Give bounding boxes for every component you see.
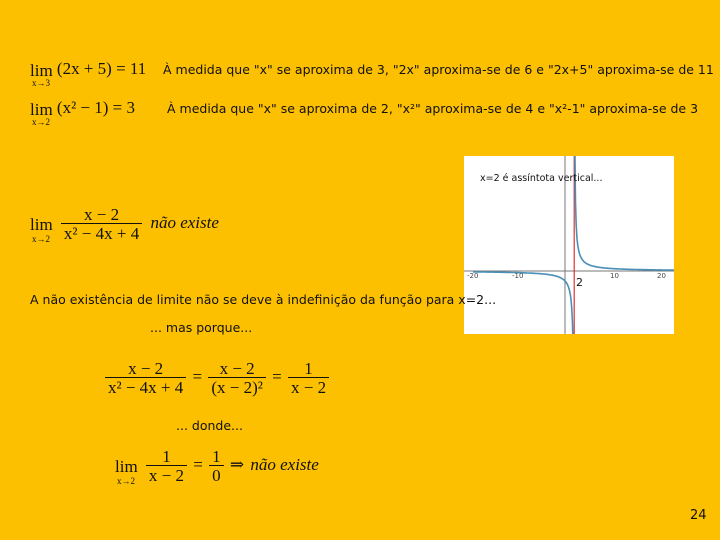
simplification-fraction-1 [105,360,186,396]
x-tick-20: 20 [657,272,666,280]
limit-1-expression: (2x + 5) = 11 [56,59,147,78]
final-fraction-2-numerator: 1 [212,447,221,466]
fraction-2-numerator: x − 2 [219,359,255,378]
simplification-fraction-2 [208,360,266,396]
final-result: não existe [250,454,319,474]
final-equals-sign: = [193,454,203,474]
equals-sign-2: = [272,366,282,386]
limit-2-note: À medida que "x" se aproxima de 2, "x²" aproxima-se de 4 e "x²-1" aproxima-se de 3 [167,101,699,116]
simplification-chain [105,360,329,396]
x-tick-minus-10: -10 [512,272,524,280]
limit-2 [30,98,136,127]
limit-3-fraction [61,206,142,242]
limit-2-operator: lim x→2 [30,99,53,127]
fraction-3-denominator: x − 2 [288,377,329,396]
but-why-text: ... mas porque... [150,320,253,335]
limit-3-result: não existe [150,212,219,232]
statement-text: A não existência de limite não se deve à indefinição da função para x=2... [30,292,497,307]
hence-text: ... donde... [176,418,243,433]
final-fraction-1 [146,448,187,484]
limit-1-note: À medida que "x" se aproxima de 3, "2x" aproxima-se de 6 e "2x+5" aproxima-se de 11 [163,62,714,77]
limit-1-operator: lim x→3 [30,60,53,88]
fraction-3-numerator: 1 [304,359,313,378]
limit-3-subscript: x→2 [32,233,50,244]
limit-2-subscript: x→2 [32,116,50,127]
page-number: 24 [690,508,707,523]
limit-3-denominator: x² − 4x + 4 [61,223,142,242]
final-limit-operator: lim x→2 [115,456,138,486]
limit-3-numerator: x − 2 [84,205,120,224]
x-tick-10: 10 [610,272,619,280]
equals-sign-1: = [192,366,203,386]
simplification-fraction-3 [288,360,329,396]
final-fraction-1-denominator: x − 2 [146,465,187,484]
limit-3 [30,206,219,242]
final-limit [115,448,319,484]
fraction-2-denominator: (x − 2)² [208,377,266,396]
fraction-1-denominator: x² − 4x + 4 [105,377,186,396]
final-fraction-2-denominator: 0 [209,465,224,484]
function-graph [464,156,674,334]
limit-1 [30,59,147,88]
final-fraction-2 [209,448,224,484]
fraction-1-numerator: x − 2 [128,359,164,378]
limit-3-operator: lim x→2 [30,214,53,244]
implies-arrow: ⇒ [229,454,245,474]
graph-caption: x=2 é assíntota vertical... [480,173,603,184]
asymptote-label: 2 [576,276,583,289]
x-tick-minus-20: -20 [467,272,479,280]
limit-1-subscript: x→3 [32,77,50,88]
limit-2-expression: (x² − 1) = 3 [56,98,136,117]
final-limit-subscript: x→2 [117,475,135,486]
final-fraction-1-numerator: 1 [162,447,171,466]
